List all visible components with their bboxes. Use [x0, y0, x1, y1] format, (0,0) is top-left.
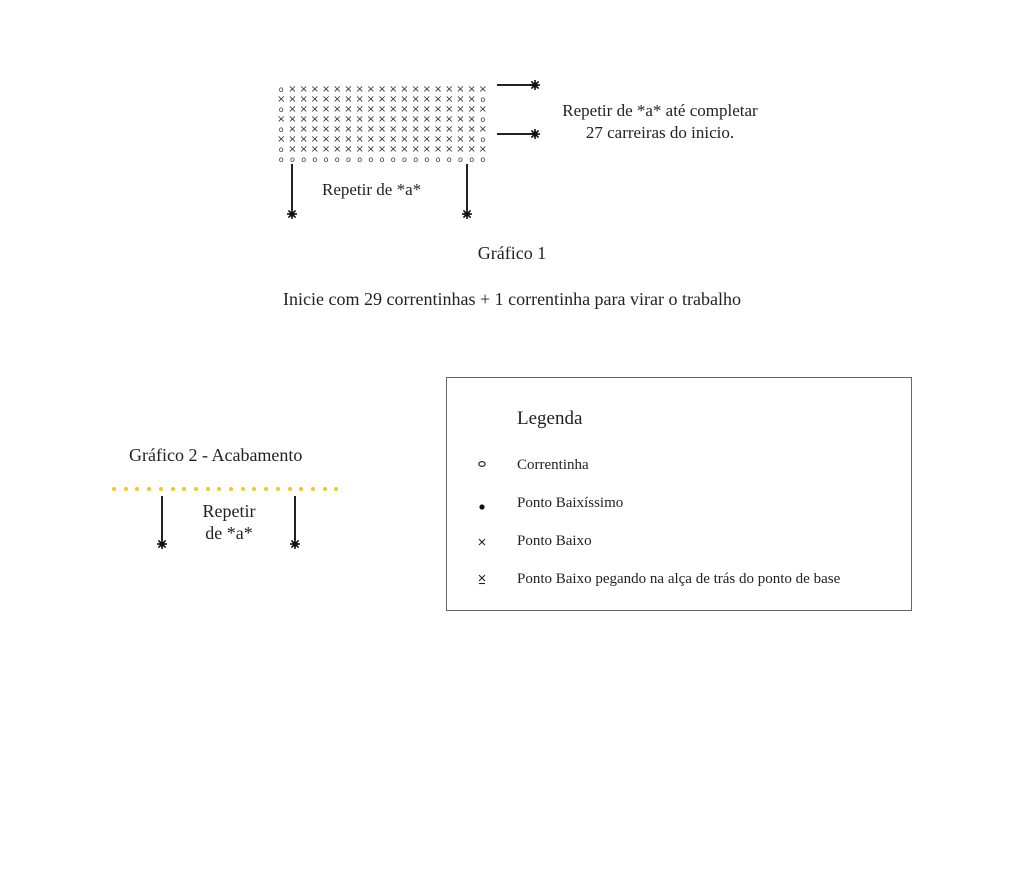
legend-item-label: Ponto Baixo: [517, 533, 592, 549]
single-crochet-icon: ×: [299, 84, 308, 95]
single-crochet-icon: ×: [411, 114, 420, 125]
single-crochet-icon: ×: [377, 124, 387, 135]
single-crochet-icon: ×: [310, 84, 320, 95]
single-crochet-icon: ×: [355, 144, 364, 155]
chart1-left-marker-icon: [286, 208, 298, 220]
single-crochet-icon: ×: [445, 84, 454, 95]
chain-stitch-icon: o: [323, 155, 329, 164]
chart1-repeat-cols-label: Repetir de *a*: [322, 180, 422, 199]
single-crochet-icon: ×: [389, 124, 398, 135]
chain-stitch-icon: o: [368, 155, 374, 164]
single-crochet-icon: ×: [377, 104, 387, 115]
single-crochet-icon: ×: [467, 94, 476, 105]
single-crochet-icon: ×: [456, 104, 465, 115]
single-crochet-icon: ×: [377, 84, 387, 95]
single-crochet-icon: ×: [411, 104, 420, 115]
single-crochet-icon: ×: [344, 144, 353, 155]
single-crochet-icon: ×: [355, 104, 364, 115]
single-crochet-icon: ×: [456, 134, 465, 145]
single-crochet-icon: ×: [288, 124, 297, 135]
single-crochet-icon: ×: [389, 134, 398, 145]
single-crochet-icon: ×: [433, 134, 443, 145]
chart2-right-marker-line: [294, 496, 296, 540]
single-crochet-icon: ×: [389, 84, 398, 95]
single-crochet-icon: ×: [377, 144, 387, 155]
slip-stitch-dot: [135, 487, 139, 491]
chart2-left-marker-line: [161, 496, 163, 540]
single-crochet-icon: ×: [299, 134, 308, 145]
chain-stitch-icon: [472, 458, 492, 471]
single-crochet-icon: ×: [478, 104, 488, 115]
single-crochet-icon: ×: [456, 84, 465, 95]
chain-stitch-icon: o: [435, 155, 441, 164]
chart1-top-marker-icon: [529, 79, 541, 91]
chain-stitch-icon: o: [413, 155, 419, 164]
single-crochet-icon: ×: [467, 144, 476, 155]
single-crochet-icon: ×: [333, 144, 342, 155]
single-crochet-icon: ×: [344, 104, 353, 115]
single-crochet-icon: ×: [321, 94, 331, 105]
single-crochet-icon: ×: [433, 84, 443, 95]
slip-stitch-dot: [311, 487, 315, 491]
single-crochet-icon: ×: [389, 104, 398, 115]
single-crochet-icon: ×: [366, 134, 376, 145]
slip-stitch-dot: [194, 487, 198, 491]
single-crochet-icon: ×: [456, 114, 465, 125]
back-loop-single-crochet-icon: [472, 570, 492, 589]
single-crochet-icon: ×: [400, 94, 409, 105]
single-crochet-icon: ×: [299, 94, 308, 105]
single-crochet-icon: ×: [310, 134, 320, 145]
single-crochet-icon: ×: [400, 124, 409, 135]
chart1-right-marker-icon: [461, 208, 473, 220]
slip-stitch-dot: [159, 487, 163, 491]
legend-box: [446, 377, 912, 611]
slip-stitch-dot: [276, 487, 280, 491]
single-crochet-icon: ×: [299, 114, 308, 125]
slip-stitch-icon: [472, 496, 492, 515]
single-crochet-icon: ×: [467, 84, 476, 95]
single-crochet-icon: ×: [400, 134, 409, 145]
single-crochet-icon: ×: [411, 124, 420, 135]
chain-stitch-icon: o: [345, 155, 351, 164]
chain-stitch-icon: o: [278, 145, 284, 154]
single-crochet-icon: ×: [355, 84, 364, 95]
slip-stitch-dot: [334, 487, 338, 491]
single-crochet-icon: ×: [400, 144, 409, 155]
single-crochet-icon: ×: [422, 134, 432, 145]
single-crochet-icon: ×: [333, 104, 342, 115]
single-crochet-icon: ×: [400, 84, 409, 95]
single-crochet-icon: ×: [422, 94, 432, 105]
chain-stitch-icon: o: [401, 155, 407, 164]
single-crochet-icon: ×: [355, 94, 364, 105]
chart2-title: Gráfico 2 - Acabamento: [129, 445, 303, 465]
chain-stitch-icon: o: [480, 115, 486, 124]
legend-item-label: Ponto Baixo pegando na alça de trás do ponto de base: [517, 571, 841, 587]
single-crochet-icon: ×: [456, 94, 465, 105]
single-crochet-icon: ×: [344, 84, 353, 95]
single-crochet-icon: ×: [288, 114, 297, 125]
single-crochet-icon: ×: [400, 114, 409, 125]
single-crochet-icon: ×: [288, 84, 297, 95]
chain-stitch-icon: o: [357, 155, 363, 164]
single-crochet-icon: ×: [366, 104, 376, 115]
single-crochet-icon: ×: [344, 134, 353, 145]
single-crochet-icon: ×: [321, 144, 331, 155]
single-crochet-icon: ×: [411, 144, 420, 155]
chart1-instruction: Inicie com 29 correntinhas + 1 correntinha para virar o trabalho: [283, 289, 741, 309]
single-crochet-icon: ×: [445, 134, 454, 145]
single-crochet-icon: ×: [277, 94, 286, 105]
chain-stitch-icon: o: [390, 155, 396, 164]
single-crochet-icon: ×: [344, 94, 353, 105]
single-crochet-icon: ×: [478, 144, 488, 155]
slip-stitch-dot: [171, 487, 175, 491]
single-crochet-icon: ×: [355, 134, 364, 145]
single-crochet-icon: ×: [366, 94, 376, 105]
single-crochet-icon: ×: [433, 104, 443, 115]
chain-stitch-icon: o: [457, 155, 463, 164]
single-crochet-icon: ×: [299, 144, 308, 155]
single-crochet-icon: ×: [389, 114, 398, 125]
single-crochet-icon: ×: [445, 144, 454, 155]
single-crochet-icon: ×: [445, 104, 454, 115]
single-crochet-icon: ×: [377, 94, 387, 105]
single-crochet-icon: ×: [422, 84, 432, 95]
chain-stitch-icon: o: [379, 155, 385, 164]
chart1-title: Gráfico 1: [477, 243, 547, 263]
single-crochet-icon: ×: [411, 134, 420, 145]
chart1-left-marker-line: [291, 164, 293, 210]
single-crochet-icon: ×: [310, 124, 320, 135]
chain-stitch-icon: o: [301, 155, 307, 164]
single-crochet-icon: ×: [310, 104, 320, 115]
slip-stitch-dot: [147, 487, 151, 491]
chain-stitch-icon: o: [469, 155, 475, 164]
single-crochet-icon: ×: [310, 144, 320, 155]
single-crochet-icon: ×: [333, 94, 342, 105]
single-crochet-icon: ×: [389, 144, 398, 155]
chain-stitch-icon: o: [424, 155, 430, 164]
single-crochet-icon: ×: [299, 124, 308, 135]
single-crochet-icon: ×: [377, 134, 387, 145]
single-crochet-icon: ×: [366, 144, 376, 155]
single-crochet-icon: ×: [277, 134, 286, 145]
single-crochet-icon: ×: [366, 114, 376, 125]
chain-stitch-icon: o: [278, 105, 284, 114]
single-crochet-icon: ×: [445, 94, 454, 105]
single-crochet-icon: ×: [456, 144, 465, 155]
single-crochet-icon: [472, 532, 492, 551]
single-crochet-icon: ×: [422, 144, 432, 155]
slip-stitch-dot: [229, 487, 233, 491]
chain-stitch-icon: o: [334, 155, 340, 164]
single-crochet-icon: ×: [456, 124, 465, 135]
single-crochet-icon: ×: [411, 94, 420, 105]
slip-stitch-dot: [124, 487, 128, 491]
chart1-repeat-rows-note: Repetir de *a* até completar 27 carreiras do inicio.: [562, 101, 758, 142]
single-crochet-icon: ×: [366, 124, 376, 135]
chart2-right-marker-icon: [289, 538, 301, 550]
single-crochet-icon: ×: [288, 144, 297, 155]
chain-stitch-icon: o: [312, 155, 318, 164]
single-crochet-icon: ×: [321, 124, 331, 135]
single-crochet-icon: ×: [321, 134, 331, 145]
single-crochet-icon: ×: [333, 124, 342, 135]
single-crochet-icon: ×: [377, 114, 387, 125]
slip-stitch-dot: [217, 487, 221, 491]
single-crochet-icon: ×: [467, 104, 476, 115]
chart2-repeat-label-line2: de *a*: [205, 523, 253, 543]
single-crochet-icon: ×: [355, 124, 364, 135]
chain-stitch-icon: o: [480, 135, 486, 144]
slip-stitch-dot: [206, 487, 210, 491]
slip-stitch-dot: [252, 487, 256, 491]
single-crochet-icon: ×: [321, 84, 331, 95]
single-crochet-icon: ×: [355, 114, 364, 125]
single-crochet-icon: ×: [333, 84, 342, 95]
single-crochet-icon: ×: [433, 144, 443, 155]
single-crochet-icon: ×: [467, 134, 476, 145]
chain-stitch-icon: o: [278, 85, 284, 94]
legend-item-label: Correntinha: [517, 457, 589, 473]
single-crochet-icon: ×: [433, 124, 443, 135]
single-crochet-icon: ×: [299, 104, 308, 115]
chart1-right-marker-line: [466, 164, 468, 210]
slip-stitch-dot: [241, 487, 245, 491]
single-crochet-icon: ×: [277, 114, 286, 125]
single-crochet-icon: ×: [433, 94, 443, 105]
single-crochet-icon: ×: [310, 114, 320, 125]
single-crochet-icon: ×: [344, 114, 353, 125]
single-crochet-icon: ×: [478, 124, 488, 135]
single-crochet-icon: ×: [310, 94, 320, 105]
single-crochet-icon: ×: [467, 114, 476, 125]
single-crochet-icon: ×: [389, 94, 398, 105]
single-crochet-icon: ×: [433, 114, 443, 125]
legend-title: Legenda: [517, 408, 583, 429]
single-crochet-icon: ×: [478, 84, 488, 95]
single-crochet-icon: ×: [321, 114, 331, 125]
chain-stitch-icon: o: [480, 95, 486, 104]
chain-stitch-icon: o: [480, 155, 486, 164]
chain-stitch-icon: o: [289, 155, 295, 164]
single-crochet-icon: ×: [333, 114, 342, 125]
chain-stitch-icon: o: [446, 155, 452, 164]
slip-stitch-dot: [323, 487, 327, 491]
single-crochet-icon: ×: [400, 104, 409, 115]
single-crochet-icon: ×: [422, 124, 432, 135]
chart2-repeat-label-line1: Repetir: [202, 501, 256, 521]
legend-item-label: Ponto Baixíssimo: [517, 495, 624, 511]
chart2-left-marker-icon: [156, 538, 168, 550]
single-crochet-icon: ×: [467, 124, 476, 135]
slip-stitch-dot: [299, 487, 303, 491]
slip-stitch-dot: [112, 487, 116, 491]
slip-stitch-dot: [182, 487, 186, 491]
single-crochet-icon: ×: [333, 134, 342, 145]
single-crochet-icon: ×: [366, 84, 376, 95]
single-crochet-icon: ×: [288, 94, 297, 105]
single-crochet-icon: ×: [411, 84, 420, 95]
single-crochet-icon: ×: [321, 104, 331, 115]
single-crochet-icon: ×: [288, 134, 297, 145]
single-crochet-icon: ×: [422, 104, 432, 115]
single-crochet-icon: ×: [344, 124, 353, 135]
single-crochet-icon: ×: [288, 104, 297, 115]
single-crochet-icon: ×: [445, 114, 454, 125]
single-crochet-icon: ×: [422, 114, 432, 125]
chain-stitch-icon: o: [278, 155, 284, 164]
single-crochet-icon: ×: [445, 124, 454, 135]
slip-stitch-dot: [288, 487, 292, 491]
chain-stitch-icon: o: [278, 125, 284, 134]
slip-stitch-dot: [264, 487, 268, 491]
